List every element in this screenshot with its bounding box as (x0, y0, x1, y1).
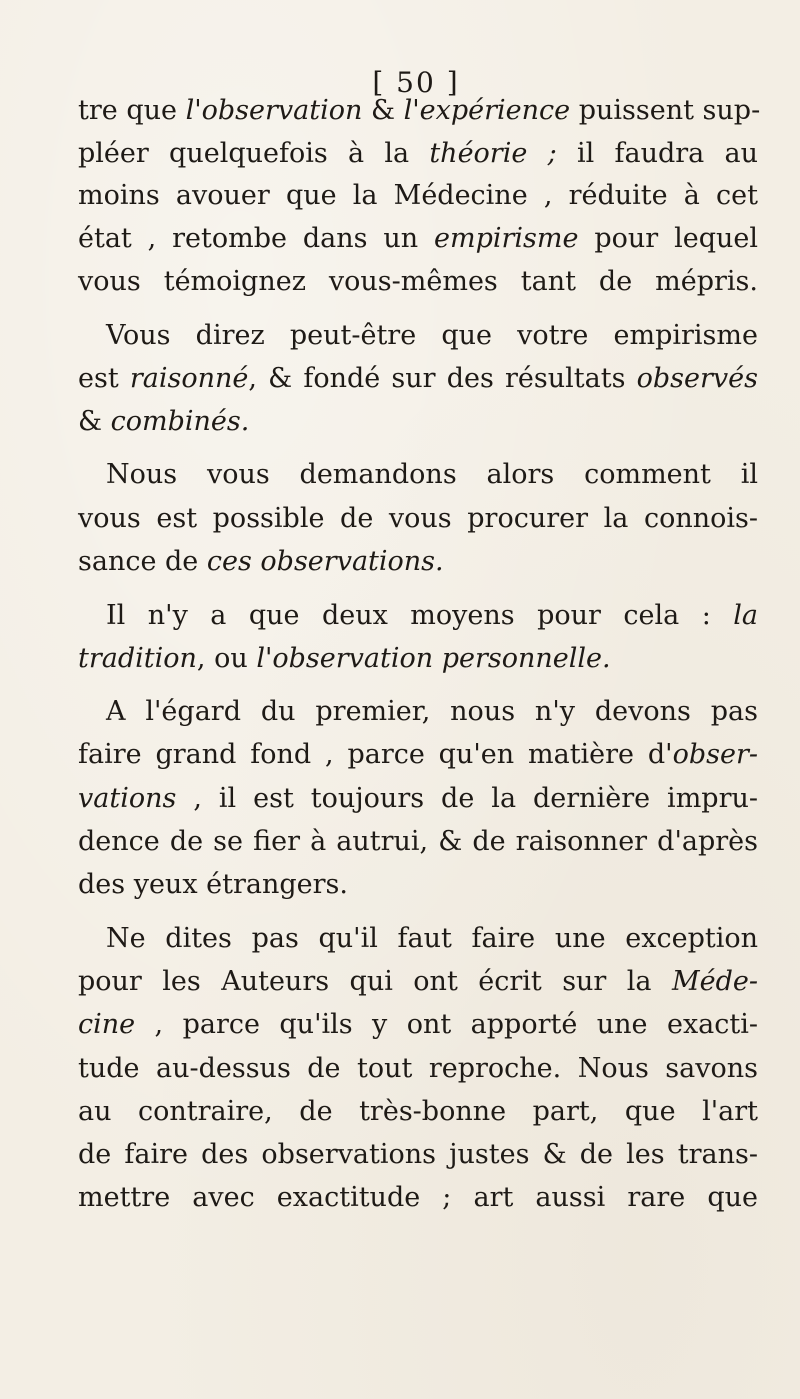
text-run: sance de (78, 546, 207, 577)
text-run: & (78, 406, 111, 437)
text-run: , il est toujours de la dernière impru- (176, 783, 758, 814)
text-line (78, 964, 758, 1000)
text-line (78, 1094, 758, 1130)
text-line (78, 404, 758, 440)
text-line (78, 264, 758, 300)
italic-text: ces observations. (206, 546, 444, 577)
text-run: Nous vous demandons alors comment il (106, 459, 758, 490)
text-line (78, 178, 758, 214)
text-run: A l'égard du premier, nous n'y devons pas (106, 696, 758, 727)
text-run: Ne dites pas qu'il faut faire une exception (106, 923, 758, 954)
italic-text: empirisme (434, 223, 579, 254)
text-line (78, 136, 758, 172)
text-run: puissent sup- (570, 95, 761, 126)
text-line (78, 694, 758, 730)
text-run: vous témoignez vous-mêmes tant de mépris. (78, 266, 758, 297)
text-line (78, 93, 761, 129)
italic-text: l'expérience (403, 95, 571, 126)
text-run: , & fondé sur des résultats (248, 363, 637, 394)
italic-text: vations (78, 783, 177, 814)
text-line (78, 221, 758, 257)
text-line (78, 457, 758, 493)
text-run: au contraire, de très-bonne part, que l'art (78, 1096, 758, 1127)
italic-text: théorie ; (429, 138, 557, 169)
italic-text: l'observation personnelle. (256, 643, 611, 674)
text-run: tude au-dessus de tout reproche. Nous savons (78, 1053, 758, 1084)
text-run: moins avouer que la Médecine , réduite à cet (78, 180, 758, 211)
italic-text: cine (78, 1009, 136, 1040)
italic-text: observés (636, 363, 758, 394)
text-run: vous est possible de vous procurer la connois- (78, 503, 758, 534)
text-run: pour lequel (578, 223, 758, 254)
text-run: dence de se fier à autrui, & de raisonner d'après (78, 826, 758, 857)
text-line (78, 1137, 758, 1173)
text-run: faire grand fond , parce qu'en matière d' (78, 739, 673, 770)
text-run: , parce qu'ils y ont apporté une exacti- (135, 1009, 758, 1040)
text-line (78, 737, 758, 773)
text-line (78, 598, 758, 634)
text-line (78, 824, 758, 860)
text-run: pour les Auteurs qui ont écrit sur la (78, 966, 672, 997)
text-run: Vous direz peut-être que votre empirisme (106, 320, 758, 351)
italic-text: la (733, 600, 758, 631)
text-line (78, 781, 758, 817)
text-run: mettre avec exactitude ; art aussi rare que (78, 1182, 758, 1213)
italic-text: tradition (78, 643, 197, 674)
text-run: & (362, 95, 404, 126)
text-line (78, 318, 758, 354)
text-line (78, 867, 758, 903)
italic-text: combinés. (110, 406, 250, 437)
text-run: état , retombe dans un (78, 223, 435, 254)
text-run: , ou (196, 643, 257, 674)
text-run: tre que (78, 95, 186, 126)
text-line (78, 1180, 758, 1216)
text-run: Il n'y a que deux moyens pour cela : (106, 600, 734, 631)
text-run: des yeux étrangers. (78, 869, 348, 900)
text-line (78, 1007, 758, 1043)
italic-text: l'observation (185, 95, 363, 126)
text-line (78, 921, 758, 957)
text-run: pléer quelquefois à la (78, 138, 430, 169)
text-line (78, 641, 758, 677)
page-number: [ 50 ] (372, 66, 460, 99)
text-run: est (78, 363, 130, 394)
text-run: de faire des observations justes & de les trans- (78, 1139, 758, 1170)
text-line (78, 1051, 758, 1087)
italic-text: raisonné (129, 363, 249, 394)
text-line (78, 501, 758, 537)
text-line (78, 361, 758, 397)
italic-text: obser- (672, 739, 758, 770)
text-run: il faudra au (556, 138, 758, 169)
text-line (78, 544, 758, 580)
italic-text: Méde- (671, 966, 758, 997)
